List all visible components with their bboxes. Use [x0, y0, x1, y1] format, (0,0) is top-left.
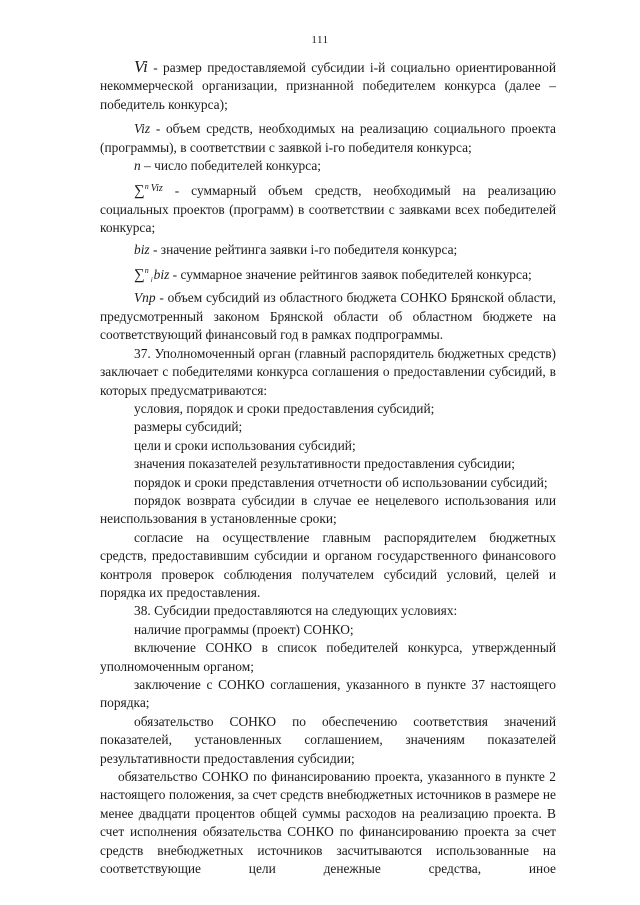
list-item: порядок возврата субсидии в случае ее нецелевого использования или неиспользования в установленные сроки;: [100, 492, 556, 527]
paragraph-38: 38. Субсидии предоставляются на следующих условиях:: [134, 603, 458, 619]
formula-def-n: [100, 157, 556, 175]
list-item: заключение с СОНКО соглашения, указанного в пункте 37 настоящего порядка;: [100, 677, 556, 711]
sum-upper-index: n: [144, 182, 149, 192]
formula-def-sum-biz: [100, 262, 556, 289]
formula-symbol: Viz: [134, 121, 151, 137]
formula-def-sum-viz: [100, 178, 556, 237]
sum-lower-index: i: [150, 276, 153, 285]
list-item: обязательство СОНКО по обеспечению соответствия значений показателей, установленных соглашением, значениям показателей результативности предоставления субсидии;: [100, 713, 556, 766]
formula-symbol: Vnp: [134, 290, 156, 306]
page-number: 111: [311, 34, 329, 46]
formula-symbol: biz: [134, 241, 150, 257]
formula-text: - объем средств, необходимых на реализацию социального проекта (программы), в соответствии с заявкой i-го победителя конкурса;: [100, 121, 556, 155]
formula-symbol: Vi: [134, 57, 148, 76]
list-item: наличие программы (проект) СОНКО;: [134, 621, 354, 637]
formula-symbol: biz: [153, 267, 170, 283]
formula-text: - размер предоставляемой субсидии i-й социально ориентированной некоммерческой организации, признанной победителем конкурса (далее – победитель конкурса);: [100, 60, 556, 112]
paragraph-37: 37. Уполномоченный орган (главный распорядитель бюджетных средств) заключает с победителями конкурса соглашения о предоставлении субсидий, в которых предусматриваются:: [100, 345, 556, 398]
list-item: значения показателей результативности предоставления субсидии;: [134, 456, 516, 472]
formula-def-vnp: [100, 289, 556, 344]
list-item: размеры субсидий;: [134, 419, 243, 435]
sum-symbol: ∑: [134, 183, 145, 200]
list-item: включение СОНКО в список победителей конкурса, утвержденный уполномоченным органом;: [100, 640, 556, 674]
sum-symbol: ∑: [134, 267, 145, 284]
list-item: порядок и сроки представления отчетности об использовании субсидий;: [134, 474, 548, 490]
formula-def-vi: [100, 58, 556, 114]
formula-symbol: Viz: [150, 183, 163, 195]
document-body: [100, 58, 556, 878]
list-item: цели и сроки использования субсидий;: [134, 437, 356, 453]
formula-text: - объем субсидий из областного бюджета СОНКО Брянской области, предусмотренный законом Брянской области об областном бюджете на соответствующий финансовый год в рамках подпрограммы.: [100, 290, 556, 343]
formula-text: - значение рейтинга заявки i-го победителя конкурса;: [149, 241, 458, 257]
formula-text: - суммарный объем средств, необходимый на реализацию социальных проектов (программ) в соответствии с заявками всех победителей конкурса;: [100, 183, 556, 236]
list-item: обязательство СОНКО по финансированию проекта, указанного в пункте 2 настоящего положения, за счет средств внебюджетных источников в размере не менее двадцати процентов общей суммы расходов на реализацию проекта. В счет исполнения обязательства СОНКО по финансированию проекта за счет средств внебюджетных источников засчитываются использованные на соответствующие цели денежные средства, иное: [100, 769, 556, 877]
list-item: условия, порядок и сроки предоставления субсидий;: [134, 400, 435, 416]
list-item: согласие на осуществление главным распорядителем бюджетных средств, предоставившим субсидии и органом государственного финансового контроля проверок соблюдения получателем субсидий условий, целей и порядка их предоставления.: [100, 529, 556, 600]
formula-text: - суммарное значение рейтингов заявок победителей конкурса;: [169, 267, 532, 283]
formula-def-biz: [100, 241, 556, 259]
formula-text: – число победителей конкурса;: [140, 158, 322, 174]
sum-upper-index: n: [144, 266, 149, 276]
formula-def-viz: [100, 120, 556, 157]
formula-symbol: n: [134, 158, 141, 174]
